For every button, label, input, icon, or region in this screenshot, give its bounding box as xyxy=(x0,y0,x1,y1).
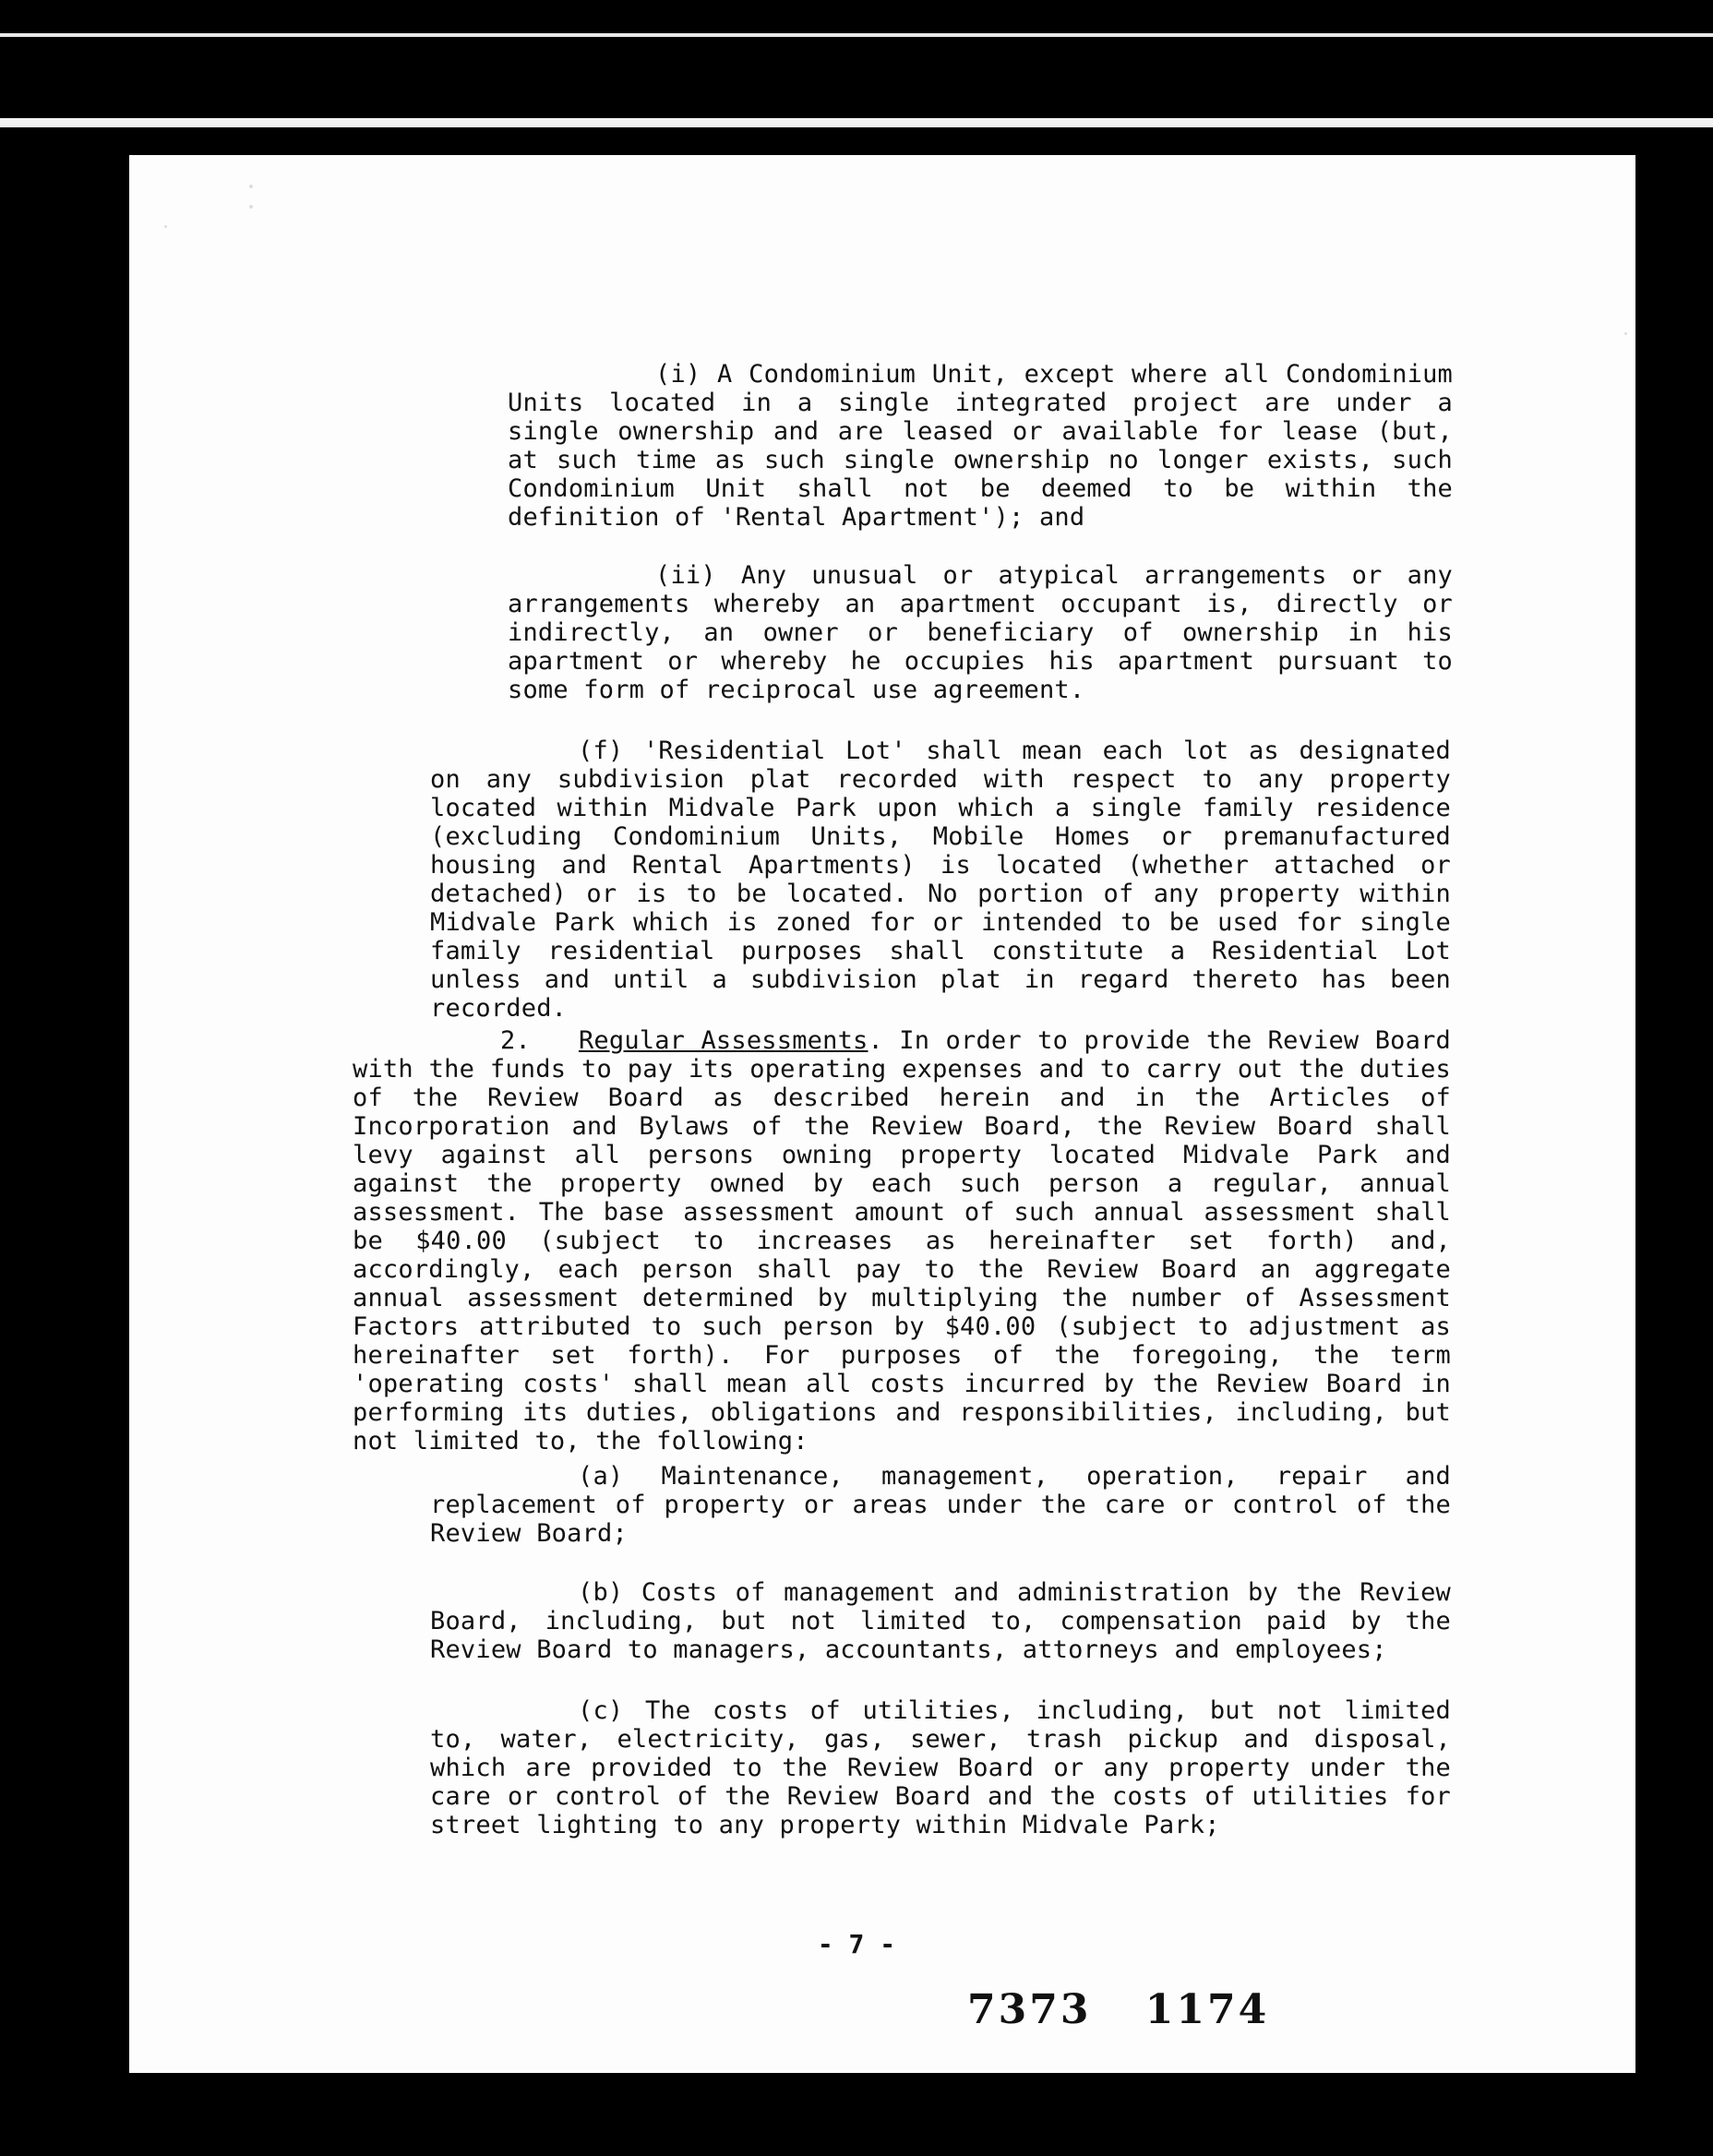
scan-top-rule xyxy=(0,33,1713,37)
section-2 xyxy=(353,1026,1451,1455)
scan-page-edge xyxy=(0,118,1713,127)
section-2-paragraph xyxy=(353,1026,1451,1455)
section-2-body: . In order to provide the Review Board with the funds to pay its operating expenses and to carry out the duties of the Review Board as described herein and in the Articles of Incorporation and Bylaws of the Review Board, the Review Board shall levy against all persons owning property located Midvale Park and against the property owned by each such person a regular, annual assessment. The base assessment amount of such annual assessment shall be $40.00 (subject to increases as hereinafter set forth) and, accordingly, each person shall pay to the Review Board an aggregate annual assessment determined by multiplying the number of Assessment Factors attributed to such person by $40.00 (subject to adjustment as hereinafter set forth). For purposes of the foregoing, the term 'operating costs' shall mean all costs incurred by the Review Board in performing its duties, obligations and responsibilities, including, but not limited to, the following: xyxy=(353,1026,1451,1455)
paragraph-f xyxy=(430,737,1451,1023)
scan-speck xyxy=(164,225,167,228)
scan-top-band xyxy=(0,0,1713,120)
item-c-text: (c) The costs of utilities, including, but not limited to, water, electricity, gas, sewer, trash pickup and disposal, which are provided to the Review Board or any property under the care or control of the Review Board and the costs of utilities for street lighting to any property within Midvale Park; xyxy=(430,1696,1451,1839)
scan-speck xyxy=(1624,332,1627,335)
section-2-number: 2. xyxy=(500,1026,531,1055)
scan-speck xyxy=(249,205,253,209)
section-2-heading: Regular Assessments xyxy=(578,1026,868,1055)
paragraph-i-text: (i) A Condominium Unit, except where all Condominium Units located in a single integrated project are under a single ownership and are leased or available for lease (but, at such time as such single ownership no longer exists, such Condominium Unit shall not be deemed to be within the definition of 'Rental Apartment'); and xyxy=(508,360,1453,532)
page-number: - 7 - xyxy=(817,1929,896,1959)
paragraph-ii xyxy=(508,561,1453,704)
recording-numbers xyxy=(967,1986,1269,2033)
scan-speck xyxy=(249,185,253,188)
paragraph-i xyxy=(508,360,1453,532)
item-b xyxy=(430,1578,1451,1664)
recording-number-left: 7373 xyxy=(967,1986,1092,2033)
item-c xyxy=(430,1696,1451,1839)
item-a xyxy=(430,1462,1451,1548)
paragraph-f-text: (f) 'Residential Lot' shall mean each lot as designated on any subdivision plat recorded with respect to any property located within Midvale Park upon which a single family residence (excluding Condominium Units, Mobile Homes or premanufactured housing and Rental Apartments) is located (whether attached or detached) or is to be located. No portion of any property within Midvale Park which is zoned for or intended to be used for single family residential purposes shall constitute a Residential Lot unless and until a subdivision plat in regard thereto has been recorded. xyxy=(430,737,1451,1023)
item-a-text: (a) Maintenance, management, operation, repair and replacement of property or areas under the care or control of the Review Board; xyxy=(430,1462,1451,1548)
item-b-text: (b) Costs of management and administration by the Review Board, including, but not limited to, compensation paid by the Review Board to managers, accountants, attorneys and employees; xyxy=(430,1578,1451,1664)
recording-number-right: 1174 xyxy=(1144,1986,1270,2033)
paragraph-ii-text: (ii) Any unusual or atypical arrangements or any arrangements whereby an apartment occupant is, directly or indirectly, an owner or beneficiary of ownership in his apartment or whereby he occupies his apartment pursuant to some form of reciprocal use agreement. xyxy=(508,561,1453,704)
